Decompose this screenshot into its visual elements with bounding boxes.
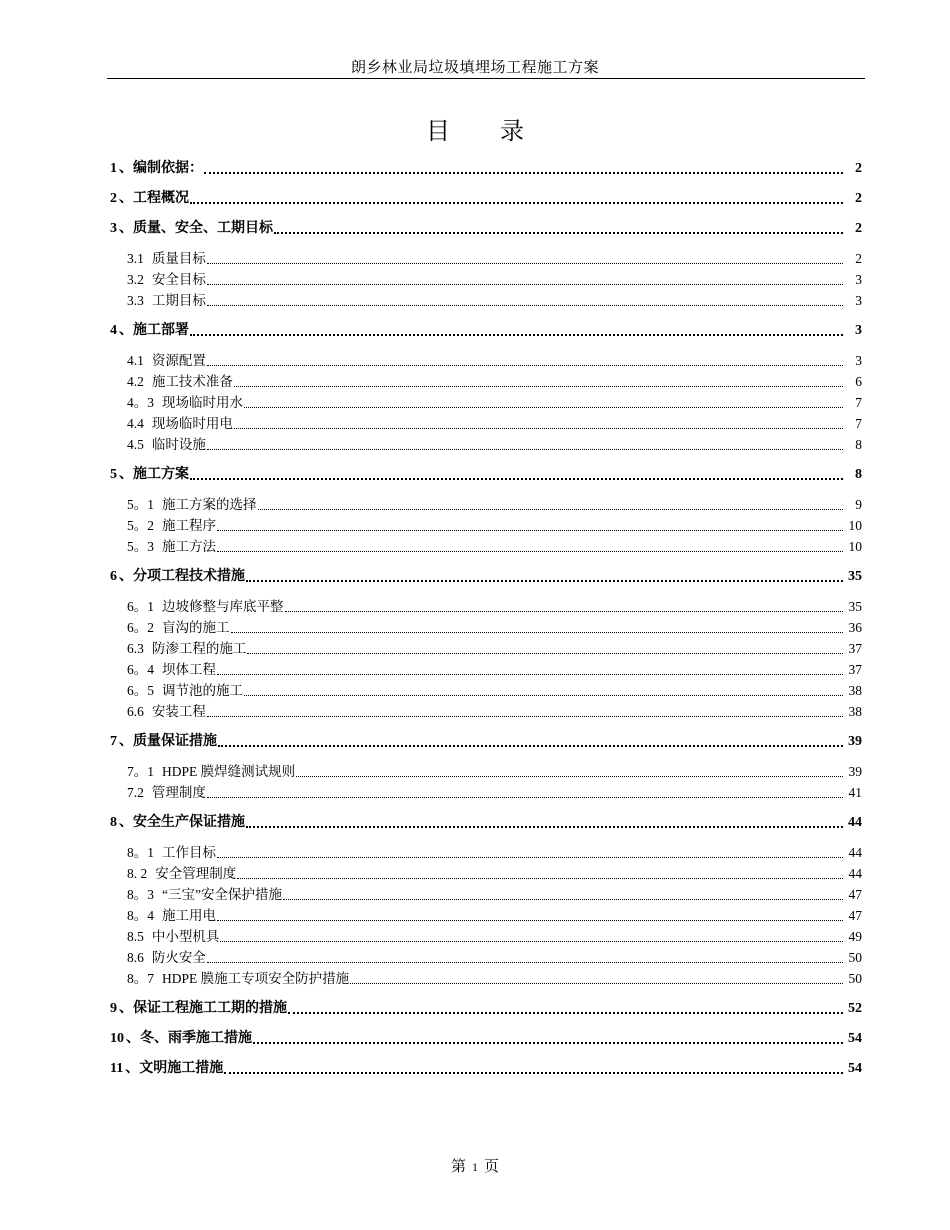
- toc-entry[interactable]: [110, 536, 862, 557]
- toc-dot-leader: [350, 983, 843, 984]
- toc-entry-title: 安全管理制度: [155, 866, 237, 881]
- toc-entry[interactable]: [110, 731, 862, 752]
- toc-entry-page-number: 9: [855, 497, 862, 512]
- toc-entry-number: 8. 2: [127, 866, 148, 881]
- toc-entry-title: 中小型机具: [151, 929, 220, 944]
- toc-entry-number: 6: [110, 569, 117, 584]
- footer-page-number: 1: [472, 1160, 478, 1174]
- toc-dot-leader: [207, 449, 843, 450]
- toc-entry-page-number: 52: [848, 1001, 862, 1016]
- toc-dot-leader: [253, 1042, 843, 1044]
- toc-entry-number: 8。1: [127, 845, 154, 860]
- table-of-contents: [110, 158, 862, 1079]
- toc-entry-title: 质量目标: [151, 251, 206, 266]
- toc-dot-leader: [190, 202, 843, 204]
- toc-entry-page-number: 41: [848, 785, 862, 800]
- toc-entry-number: 5。3: [127, 539, 154, 554]
- toc-dot-leader: [218, 745, 843, 747]
- toc-entry-number: 6.6: [127, 704, 144, 719]
- header-divider: [107, 78, 865, 79]
- toc-entry-number: 9: [110, 1001, 117, 1016]
- toc-entry-number: 7。1: [127, 764, 154, 779]
- toc-entry[interactable]: [110, 638, 862, 659]
- toc-entry-title: 工期目标: [151, 293, 206, 308]
- toc-entry[interactable]: [110, 413, 862, 434]
- toc-entry-title: 防火安全: [151, 950, 206, 965]
- toc-entry-page-number: 10: [848, 539, 862, 554]
- toc-entry-number: 10: [110, 1031, 124, 1046]
- toc-entry[interactable]: [110, 884, 862, 905]
- toc-dot-leader: [220, 941, 843, 942]
- toc-dot-leader: [207, 305, 843, 306]
- toc-entry-page-number: 47: [848, 887, 862, 902]
- toc-entry-title: HDPE 膜焊缝测试规则: [162, 764, 296, 779]
- toc-dot-leader: [207, 263, 843, 264]
- toc-entry-page-number: 47: [848, 908, 862, 923]
- toc-entry-page-number: 2: [855, 221, 862, 236]
- toc-entry-title: 边坡修整与库底平整: [162, 599, 284, 614]
- toc-entry-number: 8。7: [127, 971, 154, 986]
- toc-entry-number: 3.1: [127, 251, 144, 266]
- toc-dot-leader: [190, 334, 843, 336]
- toc-entry-number: 2: [110, 191, 117, 206]
- toc-entry-title: 、冬、雨季施工措施: [126, 1031, 252, 1046]
- toc-entry-page-number: 38: [848, 683, 862, 698]
- toc-entry-page-number: 10: [848, 518, 862, 533]
- toc-entry[interactable]: [110, 158, 862, 179]
- toc-entry-number: 4.2: [127, 374, 144, 389]
- toc-entry-title: 施工方案的选择: [162, 497, 257, 512]
- toc-entry-title: 、保证工程施工工期的措施: [119, 1001, 287, 1016]
- toc-dot-leader: [283, 899, 843, 900]
- page-title: 目 录: [426, 119, 546, 145]
- toc-dot-leader: [207, 962, 843, 963]
- toc-entry-page-number: 36: [848, 620, 862, 635]
- toc-entry[interactable]: [110, 812, 862, 833]
- toc-entry-number: 3.2: [127, 272, 144, 287]
- toc-entry-title: 安全目标: [151, 272, 206, 287]
- toc-entry-number: 4.4: [127, 416, 144, 431]
- toc-entry[interactable]: [110, 863, 862, 884]
- footer-prefix: 第: [450, 1159, 466, 1175]
- toc-entry-number: 6。2: [127, 620, 154, 635]
- toc-dot-leader: [207, 797, 843, 798]
- toc-entry[interactable]: [110, 218, 862, 239]
- toc-entry-number: 5。2: [127, 518, 154, 533]
- toc-entry-number: 5: [110, 467, 117, 482]
- toc-entry-page-number: 39: [848, 764, 862, 779]
- page-footer: [0, 1155, 950, 1176]
- toc-entry-title: 临时设施: [151, 437, 206, 452]
- toc-entry[interactable]: [110, 248, 862, 269]
- toc-dot-leader: [207, 365, 843, 366]
- toc-entry-page-number: 3: [855, 353, 862, 368]
- toc-dot-leader: [274, 232, 843, 234]
- toc-entry-page-number: 49: [848, 929, 862, 944]
- toc-entry-title: 、施工方案: [119, 467, 189, 482]
- toc-entry-title: 、工程概况: [119, 191, 189, 206]
- toc-entry[interactable]: [110, 515, 862, 536]
- toc-entry-title: 、文明施工措施: [125, 1061, 224, 1076]
- toc-entry-number: 3.3: [127, 293, 144, 308]
- toc-dot-leader: [190, 478, 843, 480]
- toc-entry-page-number: 50: [848, 971, 862, 986]
- toc-entry[interactable]: [110, 494, 862, 515]
- toc-dot-leader: [244, 407, 843, 408]
- toc-entry-title: “三宝”安全保护措施: [162, 887, 282, 902]
- toc-entry-page-number: 2: [855, 251, 862, 266]
- toc-entry-title: HDPE 膜施工专项安全防护措施: [162, 971, 350, 986]
- toc-entry-number: 6。1: [127, 599, 154, 614]
- toc-entry[interactable]: [110, 350, 862, 371]
- toc-entry-number: 4.5: [127, 437, 144, 452]
- toc-entry-page-number: 2: [855, 161, 862, 176]
- toc-dot-leader: [285, 611, 844, 612]
- toc-entry-page-number: 6: [855, 374, 862, 389]
- toc-entry-number: 6。5: [127, 683, 154, 698]
- toc-entry-number: 8。4: [127, 908, 154, 923]
- toc-entry[interactable]: [110, 617, 862, 638]
- toc-dot-leader: [217, 551, 843, 552]
- toc-entry-number: 4: [110, 323, 117, 338]
- toc-entry-number: 4。3: [127, 395, 154, 410]
- toc-dot-leader: [244, 695, 843, 696]
- toc-entry-page-number: 7: [855, 395, 862, 410]
- toc-entry-page-number: 44: [848, 866, 862, 881]
- toc-entry[interactable]: [110, 701, 862, 722]
- toc-entry-title: 施工用电: [162, 908, 216, 923]
- toc-dot-leader: [246, 580, 843, 582]
- toc-entry-page-number: 7: [855, 416, 862, 431]
- toc-entry-number: 8.5: [127, 929, 144, 944]
- toc-entry[interactable]: [110, 905, 862, 926]
- toc-entry-page-number: 38: [848, 704, 862, 719]
- toc-entry-page-number: 44: [848, 845, 862, 860]
- toc-entry-title: 、安全生产保证措施: [119, 815, 245, 830]
- toc-entry-page-number: 3: [855, 272, 862, 287]
- toc-dot-leader: [246, 826, 843, 828]
- toc-dot-leader: [234, 428, 843, 429]
- toc-entry-page-number: 39: [848, 734, 862, 749]
- toc-entry-number: 5。1: [127, 497, 154, 512]
- toc-entry-title: 安装工程: [151, 704, 206, 719]
- toc-dot-leader: [237, 878, 843, 879]
- toc-entry[interactable]: [110, 947, 862, 968]
- toc-entry-page-number: 35: [848, 599, 862, 614]
- toc-dot-leader: [296, 776, 843, 777]
- toc-entry-number: 3: [110, 221, 117, 236]
- toc-entry[interactable]: [110, 1028, 862, 1049]
- toc-entry-title: 坝体工程: [162, 662, 216, 677]
- toc-entry-number: 8。3: [127, 887, 154, 902]
- toc-entry-number: 6.3: [127, 641, 144, 656]
- toc-entry-title: 现场临时用水: [162, 395, 243, 410]
- toc-entry[interactable]: [110, 188, 862, 209]
- toc-entry-page-number: 37: [848, 641, 862, 656]
- toc-entry-title: 现场临时用电: [151, 416, 233, 431]
- toc-dot-leader: [247, 653, 843, 654]
- toc-entry[interactable]: [110, 464, 862, 485]
- running-header-title: 朗乡林业局垃圾填埋场工程施工方案: [350, 60, 599, 76]
- toc-entry-number: 8.6: [127, 950, 144, 965]
- toc-entry-page-number: 2: [855, 191, 862, 206]
- toc-dot-leader: [231, 632, 844, 633]
- toc-entry-title: 施工方法: [162, 539, 216, 554]
- toc-entry[interactable]: [110, 968, 862, 989]
- toc-entry[interactable]: [110, 320, 862, 341]
- toc-entry-page-number: 3: [855, 323, 862, 338]
- toc-dot-leader: [217, 857, 843, 858]
- toc-dot-leader: [217, 674, 843, 675]
- toc-entry[interactable]: [110, 680, 862, 701]
- footer-suffix: 页: [484, 1159, 500, 1175]
- toc-entry-title: 盲沟的施工: [162, 620, 230, 635]
- toc-entry-number: 8: [110, 815, 117, 830]
- toc-entry-page-number: 3: [855, 293, 862, 308]
- toc-dot-leader: [224, 1072, 843, 1074]
- toc-entry-number: 6。4: [127, 662, 154, 677]
- toc-entry-number: 4.1: [127, 353, 144, 368]
- toc-entry-title: 、质量、安全、工期目标: [119, 221, 273, 236]
- toc-entry-number: 7.2: [127, 785, 144, 800]
- toc-entry-number: 7: [110, 734, 117, 749]
- toc-dot-leader: [207, 284, 843, 285]
- toc-entry-number: 11: [110, 1061, 124, 1076]
- toc-entry-page-number: 37: [848, 662, 862, 677]
- toc-entry[interactable]: [110, 926, 862, 947]
- toc-dot-leader: [234, 386, 843, 387]
- toc-entry-title: 防渗工程的施工: [151, 641, 247, 656]
- toc-dot-leader: [217, 530, 843, 531]
- toc-entry-title: 调节池的施工: [162, 683, 243, 698]
- toc-entry-number: 1: [110, 161, 117, 176]
- toc-entry[interactable]: [110, 1058, 862, 1079]
- toc-entry[interactable]: [110, 371, 862, 392]
- toc-dot-leader: [204, 172, 843, 174]
- toc-dot-leader: [217, 920, 843, 921]
- toc-entry[interactable]: [110, 566, 862, 587]
- toc-entry[interactable]: [110, 290, 862, 311]
- toc-dot-leader: [207, 716, 843, 717]
- toc-entry-page-number: 8: [855, 467, 862, 482]
- toc-entry[interactable]: [110, 392, 862, 413]
- toc-entry[interactable]: [110, 269, 862, 290]
- toc-entry-title: 资源配置: [151, 353, 206, 368]
- toc-entry-title: 、施工部署: [119, 323, 189, 338]
- toc-entry[interactable]: [110, 842, 862, 863]
- toc-entry-title: 施工程序: [162, 518, 216, 533]
- toc-entry-page-number: 44: [848, 815, 862, 830]
- toc-entry[interactable]: [110, 596, 862, 617]
- toc-entry-title: 施工技术准备: [151, 374, 233, 389]
- toc-entry-page-number: 54: [848, 1031, 862, 1046]
- toc-entry-page-number: 35: [848, 569, 862, 584]
- toc-entry-title: 、编制依据：: [119, 161, 203, 176]
- toc-entry-title: 管理制度: [151, 785, 206, 800]
- toc-entry[interactable]: [110, 998, 862, 1019]
- toc-entry[interactable]: [110, 434, 862, 455]
- toc-dot-leader: [288, 1012, 843, 1014]
- toc-entry-page-number: 8: [855, 437, 862, 452]
- toc-entry-title: 工作目标: [162, 845, 216, 860]
- toc-entry[interactable]: [110, 761, 862, 782]
- toc-dot-leader: [258, 509, 844, 510]
- toc-entry-page-number: 50: [848, 950, 862, 965]
- toc-entry[interactable]: [110, 782, 862, 803]
- toc-entry-page-number: 54: [848, 1061, 862, 1076]
- toc-entry-title: 、质量保证措施: [119, 734, 217, 749]
- toc-entry-title: 、分项工程技术措施: [119, 569, 245, 584]
- toc-entry[interactable]: [110, 659, 862, 680]
